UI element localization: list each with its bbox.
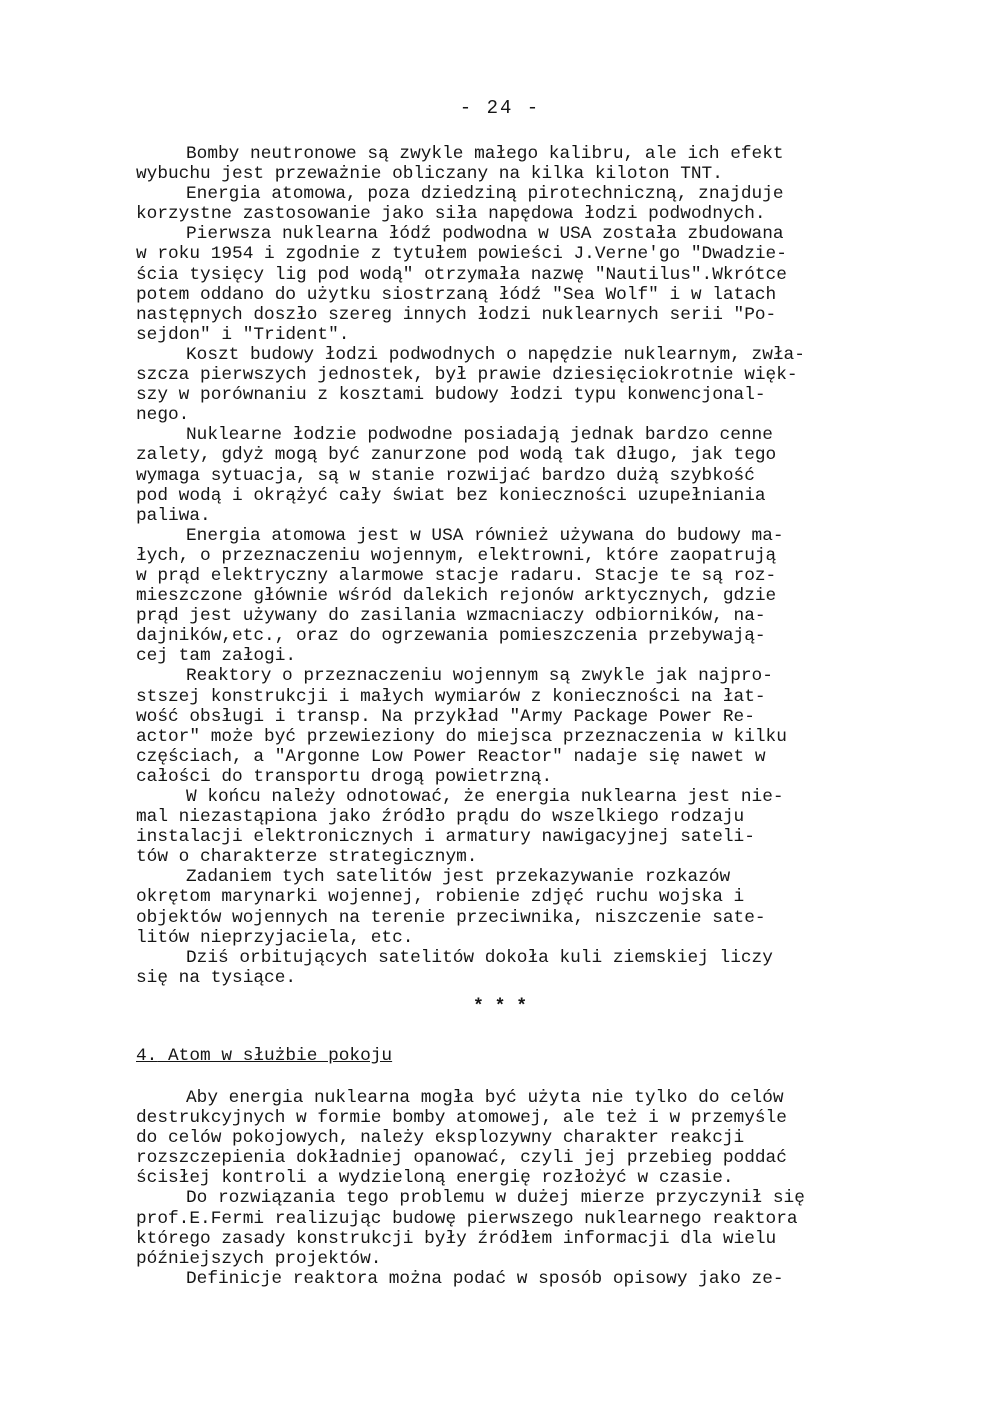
section-number: 4.: [136, 1046, 158, 1066]
text-line: do celów pokojowych, należy eksplozywny charakter reakcji: [136, 1128, 745, 1149]
text-line: łych, o przeznaczeniu wojennym, elektrowni, które zaopatrują: [136, 545, 777, 566]
text-line: W końcu należy odnotować, że energia nuklearna jest nie-: [186, 787, 784, 807]
text-line: instalacji elektronicznych i armatury nawigacyjnej sateli-: [136, 827, 755, 848]
text-line: szcza pierwszych jednostek, był prawie dziesięciokrotnie więk-: [136, 365, 798, 386]
text-line: którego zasady konstrukcji były źródłem informacji dla wielu: [136, 1228, 777, 1249]
text-line: w prąd elektryczny alarmowe stacje radaru. Stacje te są roz-: [136, 565, 777, 586]
text-line: cej tam załogi.: [136, 646, 297, 667]
paragraph: [136, 1269, 888, 1289]
paragraph: [136, 787, 888, 867]
text-line: tów o charakterze strategicznym.: [136, 847, 478, 868]
paragraph: [136, 184, 888, 224]
paragraph: [136, 425, 888, 525]
text-line: Pierwsza nuklearna łódź podwodna w USA została zbudowana: [186, 224, 784, 245]
text-line: wybuchu jest przeważnie obliczany na kilka kiloton TNT.: [136, 164, 723, 185]
text-line: stszej konstrukcji i małych wymiarów z konieczności na łat-: [136, 686, 766, 707]
text-line: w roku 1954 i zgodnie z tytułem powieści J.Verne'go "Dwadzie-: [136, 244, 787, 265]
text-line: ścia tysięcy lig pod wodą" otrzymała nazwę "Nautilus".Wkrótce: [136, 264, 787, 285]
text-line: sejdon" i "Trident".: [136, 324, 350, 345]
paragraph: [136, 144, 888, 184]
paragraph: [136, 666, 888, 787]
paragraph: [136, 345, 888, 425]
section-separator: * * *: [472, 997, 527, 1017]
paragraph: [136, 1188, 888, 1268]
text-line: paliwa.: [136, 505, 211, 526]
page-number: - 24 -: [459, 97, 541, 119]
section-heading: [136, 1046, 392, 1066]
paragraph: [136, 1088, 888, 1188]
section-title: Atom w służbie pokoju: [168, 1046, 393, 1066]
section-body-text: [136, 1088, 888, 1289]
text-line: actor" może być przewieziony do miejsca przeznaczenia w kilku: [136, 726, 787, 747]
text-line: częściach, a "Argonne Low Power Reactor" nadaje się nawet w: [136, 746, 766, 767]
text-line: następnych doszło szereg innych łodzi nuklearnych serii "Po-: [136, 304, 777, 325]
paragraph: [136, 948, 888, 988]
body-text: [136, 144, 888, 988]
text-line: wymaga sytuacja, są w stanie rozwijać bardzo dużą szybkość: [136, 465, 755, 486]
text-line: wość obsługi i transp. Na przykład "Army Package Power Re-: [136, 706, 755, 727]
text-line: prof.E.Fermi realizując budowę pierwszego nuklearnego reaktora: [136, 1208, 798, 1229]
text-line: Reaktory o przeznaczeniu wojennym są zwykle jak najpro-: [186, 666, 773, 687]
text-line: Nuklearne łodzie podwodne posiadają jednak bardzo cenne: [186, 425, 773, 446]
text-line: litów nieprzyjaciela, etc.: [136, 927, 414, 948]
text-line: późniejszych projektów.: [136, 1248, 382, 1269]
text-line: prąd jest używany do zasilania wzmacniaczy odbiorników, na-: [136, 606, 766, 627]
text-line: Aby energia nuklearna mogła być użyta nie tylko do celów: [186, 1088, 784, 1108]
text-line: Definicje reaktora można podać w sposób opisowy jako ze-: [186, 1268, 784, 1289]
text-line: rozszczepienia dokładniej opanować, czyli jej przebieg poddać: [136, 1148, 787, 1169]
text-line: Dziś orbitujących satelitów dokoła kuli ziemskiej liczy: [186, 947, 773, 968]
text-line: objektów wojennych na terenie przeciwnika, niszczenie sate-: [136, 907, 766, 928]
text-line: Energia atomowa jest w USA również używana do budowy ma-: [186, 525, 784, 546]
paragraph: [136, 526, 888, 667]
text-line: Energia atomowa, poza dziedziną pirotechniczną, znajduje: [186, 184, 784, 205]
text-line: mieszczone głównie wśród dalekich rejonów arktycznych, gdzie: [136, 586, 777, 607]
text-line: destrukcyjnych w formie bomby atomowej, ale też i w przemyśle: [136, 1108, 787, 1129]
text-line: korzystne zastosowanie jako siła napędowa łodzi podwodnych.: [136, 204, 766, 225]
text-line: całości do transportu drogą powietrzną.: [136, 766, 553, 787]
text-line: Koszt budowy łodzi podwodnych o napędzie nuklearnym, zwła-: [186, 344, 805, 365]
paragraph: [136, 224, 888, 345]
paragraph: [136, 867, 888, 947]
text-line: nego.: [136, 405, 190, 426]
text-line: pod wodą i okrążyć cały świat bez konieczności uzupełniania: [136, 485, 766, 506]
text-line: Bomby neutronowe są zwykle małego kalibru, ale ich efekt: [186, 144, 784, 164]
text-line: dajników,etc., oraz do ogrzewania pomieszczenia przebywają-: [136, 626, 766, 647]
text-line: mal niezastąpiona jako źródło prądu do wszelkiego rodzaju: [136, 807, 745, 828]
text-line: Zadaniem tych satelitów jest przekazywanie rozkazów: [186, 867, 731, 888]
text-line: się na tysiące.: [136, 967, 297, 988]
text-line: szy w porównaniu z kosztami budowy łodzi typu konwencjonal-: [136, 385, 766, 406]
text-line: okrętom marynarki wojennej, robienie zdjęć ruchu wojska i: [136, 887, 745, 908]
text-line: potem oddano do użytku siostrzaną łódź "Sea Wolf" i w latach: [136, 284, 777, 305]
text-line: zalety, gdyż mogą być zanurzone pod wodą tak długo, jak tego: [136, 445, 777, 466]
text-line: ścisłej kontroli a wydzieloną energię rozłożyć w czasie.: [136, 1168, 734, 1189]
text-line: Do rozwiązania tego problemu w dużej mierze przyczynił się: [186, 1188, 805, 1209]
